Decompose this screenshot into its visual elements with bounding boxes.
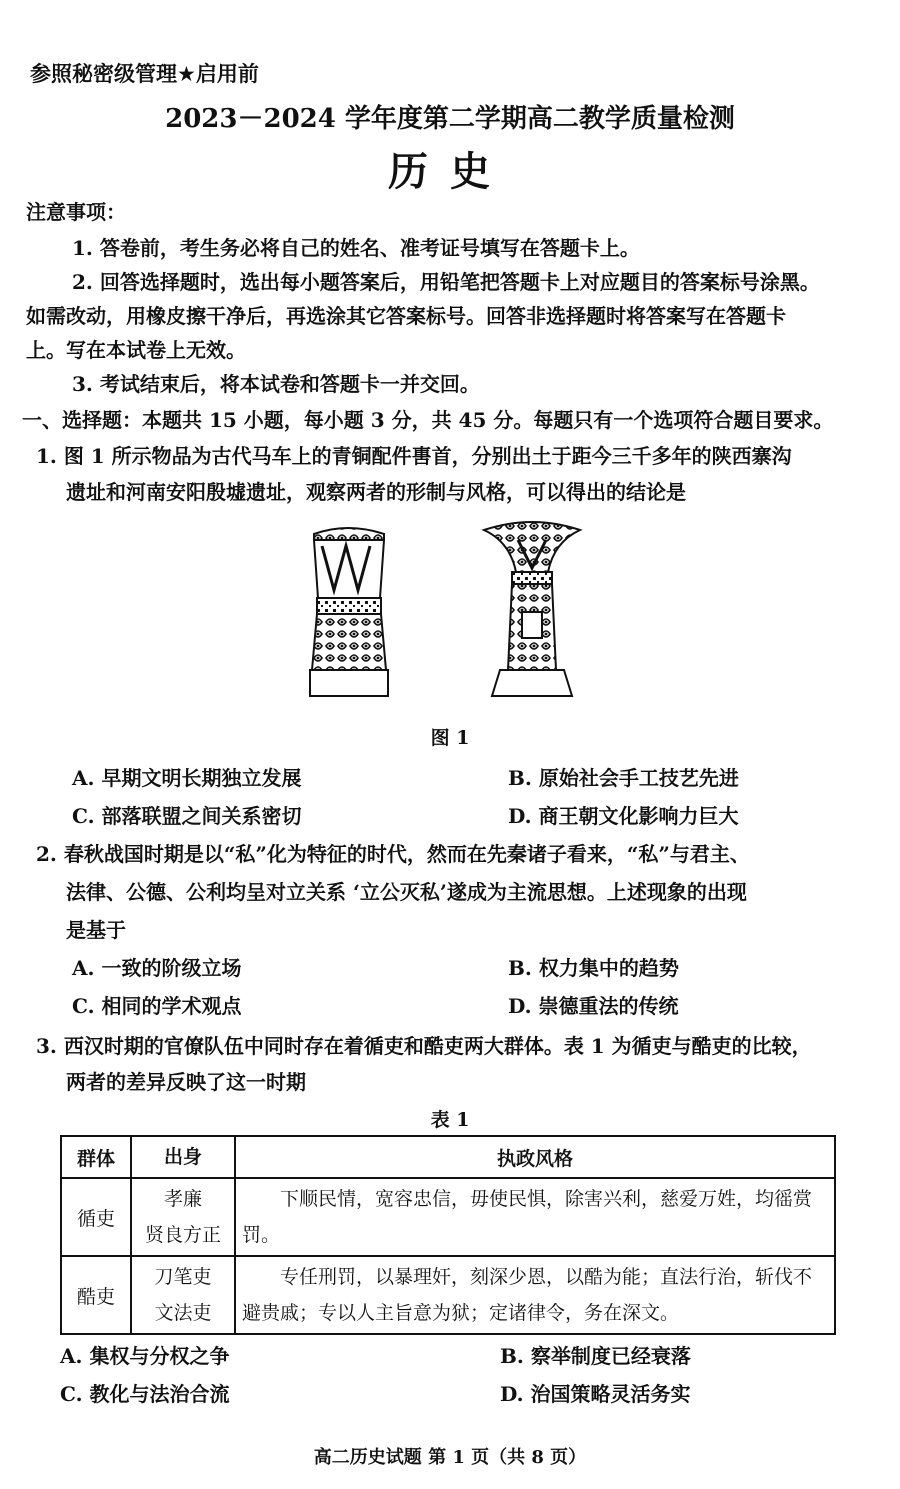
origin-item: 贤良方正: [144, 1224, 221, 1246]
figure-1-caption: 图 1: [430, 727, 470, 749]
figure-1-bronze-axle-caps: [300, 520, 600, 700]
axle-cap-left: [310, 528, 388, 696]
confidentiality-note: 参照秘密级管理★启用前: [30, 62, 259, 86]
q2-option-c: C. 相同的学术观点: [72, 994, 242, 1018]
table-header-cell: 出身: [131, 1136, 235, 1178]
q1-option-c: C. 部落联盟之间关系密切: [72, 804, 302, 828]
note-line: 1. 答卷前，考生务必将自己的姓名、准考证号填写在答题卡上。: [72, 236, 640, 260]
note-line: 上。写在本试卷上无效。: [26, 338, 246, 362]
question-2-line: 是基于: [66, 918, 126, 942]
table-row: [61, 1256, 835, 1334]
page-footer: 高二历史试题 第 1 页（共 8 页）: [313, 1447, 587, 1468]
q1-option-a: A. 早期文明长期独立发展: [72, 766, 302, 790]
table-header-cell: 执政风格: [235, 1136, 835, 1178]
q1-option-b: B. 原始社会手工技艺先进: [508, 766, 739, 790]
note-line: 如需改动，用橡皮擦干净后，再选涂其它答案标号。回答非选择题时将答案写在答题卡: [26, 304, 786, 328]
question-3-line: 两者的差异反映了这一时期: [66, 1070, 306, 1094]
table-header-row: [61, 1136, 835, 1178]
origin-item: 文法吏: [154, 1302, 212, 1324]
axle-cap-right: [484, 522, 580, 696]
question-2-line: 2. 春秋战国时期是以“私”化为特征的时代，然而在先秦诸子看来，“私”与君主、: [36, 842, 750, 866]
question-1-line: 遗址和河南安阳殷墟遗址，观察两者的形制与风格，可以得出的结论是: [66, 480, 686, 504]
table-header-cell: 群体: [61, 1136, 131, 1178]
question-1-line: 1. 图 1 所示物品为古代马车上的青铜配件軎首，分别出土于距今三千多年的陕西寨沟: [36, 444, 792, 468]
q3-option-b: B. 察举制度已经衰落: [500, 1344, 691, 1368]
question-2-line: 法律、公德、公利均呈对立关系 ‘立公灭私’遂成为主流思想。上述现象的出现: [66, 880, 747, 904]
table-1: [60, 1135, 836, 1335]
table-cell-group: 循吏: [61, 1178, 131, 1256]
question-3-line: 3. 西汉时期的官僚队伍中同时存在着循吏和酷吏两大群体。表 1 为循吏与酷吏的比较，: [36, 1034, 812, 1058]
table-cell-origin: [131, 1256, 235, 1334]
q2-option-d: D. 崇德重法的传统: [508, 994, 679, 1018]
q3-option-c: C. 教化与法治合流: [60, 1382, 230, 1406]
section-heading: 一、选择题：本题共 15 小题，每小题 3 分，共 45 分。每题只有一个选项符合题目要求。: [22, 408, 834, 432]
table-cell-group: 酷吏: [61, 1256, 131, 1334]
origin-item: 刀笔吏: [154, 1266, 212, 1288]
notes-heading: 注意事项：: [26, 200, 126, 224]
subject-title: 历史: [388, 148, 512, 195]
note-line: 3. 考试结束后，将本试卷和答题卡一并交回。: [72, 372, 480, 396]
table-row: [61, 1178, 835, 1256]
origin-item: 孝廉: [163, 1188, 202, 1210]
table-cell-style: 专任刑罚，以暴理奸，刻深少恩，以酷为能；直法行治，斩伐不避贵戚；专以人主旨意为狱；定诸律令，务在深文。: [235, 1256, 835, 1334]
exam-title: 2023－2024 学年度第二学期高二教学质量检测: [165, 104, 735, 134]
table-1-caption: 表 1: [430, 1109, 470, 1131]
table-cell-origin: [131, 1178, 235, 1256]
table-cell-style: 下顺民情，宽容忠信，毋使民惧，除害兴利，慈爱万姓，均徭赏罚。: [235, 1178, 835, 1256]
q2-option-a: A. 一致的阶级立场: [72, 956, 242, 980]
q3-option-d: D. 治国策略灵活务实: [500, 1382, 691, 1406]
q1-option-d: D. 商王朝文化影响力巨大: [508, 804, 739, 828]
note-line: 2. 回答选择题时，选出每小题答案后，用铅笔把答题卡上对应题目的答案标号涂黑。: [72, 270, 820, 294]
q2-option-b: B. 权力集中的趋势: [508, 956, 679, 980]
q3-option-a: A. 集权与分权之争: [60, 1344, 230, 1368]
